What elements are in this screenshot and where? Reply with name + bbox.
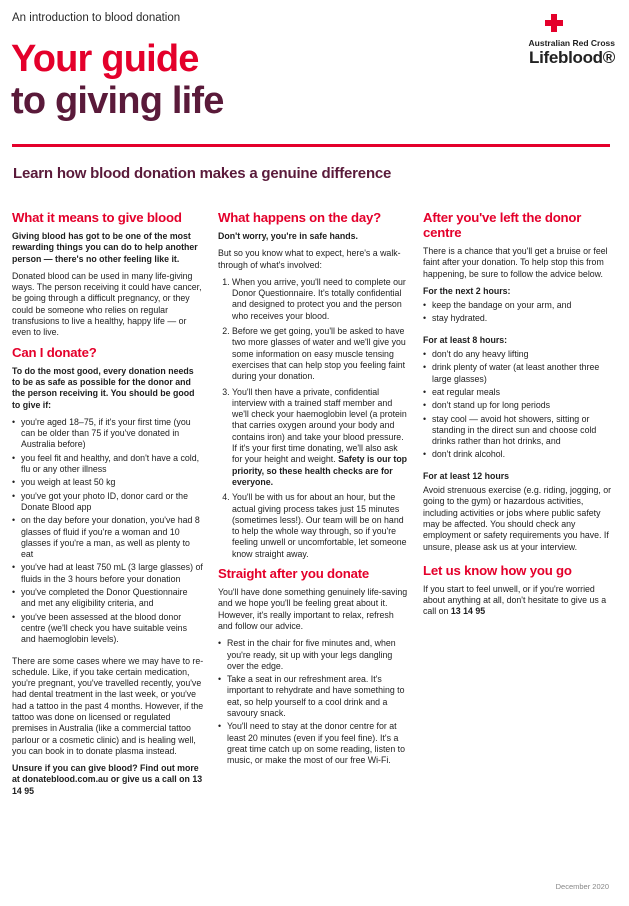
steps-list bbox=[218, 277, 410, 560]
page-title bbox=[11, 38, 224, 122]
list-item: • you've got your photo ID, donor card or the Donate Blood app bbox=[12, 491, 204, 514]
contact-text bbox=[423, 584, 615, 618]
list-item bbox=[232, 387, 410, 489]
column-on-the-day bbox=[218, 210, 410, 772]
step-text: You'll then have a private, confidential interview with a trained staff member and we'll check your haemoglobin level (a protein that carries oxygen around your body and contains iron) and take your blood pressure. If it's your first time donating, we'll also ask for your height and weight. bbox=[232, 386, 407, 465]
column-what-it-means bbox=[12, 210, 204, 803]
heading-after-donate: Straight after you donate bbox=[218, 566, 370, 582]
step-text: When you arrive, you'll need to complete our Donor Questionnaire. It's totally confidential and designed to protect you and the person who receives your blood. bbox=[232, 276, 406, 321]
title-line-2: to giving life bbox=[11, 80, 224, 122]
list-item: • eat regular meals bbox=[423, 387, 615, 398]
step-text: You'll be with us for about an hour, but the actual giving process takes just 15 minutes (sometimes less!). Our team will be on hand to help the whole way through, so if you're feeling unwell or uncomfortable, let someone know straight away. bbox=[232, 492, 407, 559]
intro-bold: Giving blood has got to be one of the most rewarding things you can do to help another person — there's no other feeling like it. bbox=[12, 231, 198, 264]
phone-number: 13 14 95 bbox=[450, 606, 486, 617]
heading-what-it-means: What it means to give blood bbox=[12, 210, 182, 225]
list-item: • don't drink alcohol. bbox=[423, 449, 615, 460]
title-line-1: Your guide bbox=[11, 38, 199, 80]
red-cross-icon bbox=[545, 14, 563, 32]
list-item: • you've had at least 750 mL (3 large glasses) of fluids in the 3 hours before your donation bbox=[12, 562, 204, 585]
lead-heading: Learn how blood donation makes a genuine difference bbox=[13, 165, 392, 182]
subhead-12-hours: For at least 12 hours bbox=[423, 470, 510, 481]
lifeblood-logo bbox=[505, 14, 615, 74]
walkthrough-intro: But so you know what to expect, here's a walk-through of what's involved: bbox=[218, 248, 401, 270]
two-hours-list bbox=[423, 300, 615, 325]
heading-can-i-donate: Can I donate? bbox=[12, 344, 97, 360]
list-item: • don't stand up for long periods bbox=[423, 400, 615, 411]
heading-let-us-know: Let us know how you go bbox=[423, 562, 572, 578]
list-item: • you weigh at least 50 kg bbox=[12, 477, 204, 488]
after-donate-text: You'll have done something genuinely life-saving and we hope you'll be feeling great about it. However, it's really important to relax, refresh and follow our advice. bbox=[218, 587, 408, 631]
list-item: • You'll need to stay at the donor centre for at least 20 minutes (even if you feel fine). It's a great time catch up on some reading, listen to music, or make the most of our free Wi-Fi. bbox=[218, 721, 410, 766]
list-item bbox=[232, 277, 410, 322]
criteria-list bbox=[12, 417, 204, 646]
list-item: • drink plenty of water (at least another three large glasses) bbox=[423, 362, 615, 385]
list-item: • stay cool — avoid hot showers, sitting or standing in the direct sun and choose cold drinks rather than hot drinks, and bbox=[423, 414, 615, 448]
list-item: • on the day before your donation, you've had 8 glasses of fluid if you're a woman and 10 glasses if you're a man, as well as plenty to eat bbox=[12, 515, 204, 560]
list-item: • you've been assessed at the blood donor centre (we'll check you have suitable veins and haemoglobin levels). bbox=[12, 612, 204, 646]
contact-sentence: If you start to feel unwell, or if you're worried about anything at all, don't hesitate to give us a call on bbox=[423, 583, 607, 617]
header-divider bbox=[12, 144, 610, 147]
subhead-2-hours: For the next 2 hours: bbox=[423, 285, 511, 296]
donate-criteria-intro: To do the most good, every donation needs to be as safe as possible for the donor and the person receiving it. You should be good to give if: bbox=[12, 365, 195, 410]
step-text: Before we get going, you'll be asked to have two more glasses of water and we'll give you some information on easy muscle tensing exercises that can help stop you feeling faint during your donation. bbox=[232, 326, 406, 382]
heading-after-you-left: After you've left the donor centre bbox=[423, 210, 582, 240]
reschedule-text: There are some cases where we may have to re-schedule. Like, if you take certain medication, you're pregnant, you've travelled recently, you've had dental treatment in the last week, or you've had a tattoo in the past 4 months. However, if the tattoo was done on licensed or regulated premises in Australia (like a commercial tattoo parlour or a cosmetic clinic) and is healing well, you can book in to donate plasma instead. bbox=[12, 655, 204, 756]
avoid-text: Avoid strenuous exercise (e.g. riding, jogging, or going to the gym) or hazardous activities, including activities or jobs where public safety may be affected. You should check any employment or safety requirements you have. If unsure, please ask us at your interview. bbox=[423, 485, 612, 552]
after-left-intro: There is a chance that you'll get a bruise or feel faint after your donation. To help stop this from happening, be sure to follow the advice below. bbox=[423, 246, 608, 279]
publication-date: December 2020 bbox=[555, 882, 609, 891]
after-donate-list bbox=[218, 638, 410, 766]
list-item: • Take a seat in our refreshment area. It's important to rehydrate and have something to eat, so help yourself to a cool drink and a savoury snack. bbox=[218, 674, 410, 719]
eight-hours-list bbox=[423, 349, 615, 461]
column-after-you-left bbox=[423, 210, 615, 624]
list-item bbox=[232, 492, 410, 560]
kicker: An introduction to blood donation bbox=[12, 12, 181, 24]
unsure-text: Unsure if you can give blood? Find out more at donateblood.com.au or give us a call on 13 14 95 bbox=[12, 763, 203, 796]
list-item bbox=[232, 326, 410, 382]
list-item: • don't do any heavy lifting bbox=[423, 349, 615, 360]
list-item: • Rest in the chair for five minutes and, when you're ready, sit up with your legs dangling over the edge. bbox=[218, 638, 410, 672]
logo-org: Australian Red Cross bbox=[528, 38, 615, 48]
list-item: • you're aged 18–75, if it's your first time (you can be older than 75 if you've donated in Australia before) bbox=[12, 417, 204, 451]
safe-hands-text: Don't worry, you're in safe hands. bbox=[218, 231, 358, 241]
heading-on-the-day: What happens on the day? bbox=[218, 210, 381, 225]
list-item: • you've completed the Donor Questionnaire and met any eligibility criteria, and bbox=[12, 587, 204, 610]
logo-brand: Lifeblood® bbox=[528, 48, 615, 67]
safety-priority-text: Safety is our top priority, so these health checks are for everyone. bbox=[232, 454, 408, 487]
intro-text: Donated blood can be used in many life-giving ways. The person receiving it could have cancer, be going through a difficult pregnancy, or they could be someone who relies on regular transfusions to live a healthy, happy life — or even to live. bbox=[12, 270, 202, 338]
list-item: • keep the bandage on your arm, and bbox=[423, 300, 615, 311]
list-item: • you feel fit and healthy, and don't have a cold, flu or any other illness bbox=[12, 453, 204, 476]
subhead-8-hours: For at least 8 hours: bbox=[423, 334, 508, 345]
list-item: • stay hydrated. bbox=[423, 313, 615, 324]
